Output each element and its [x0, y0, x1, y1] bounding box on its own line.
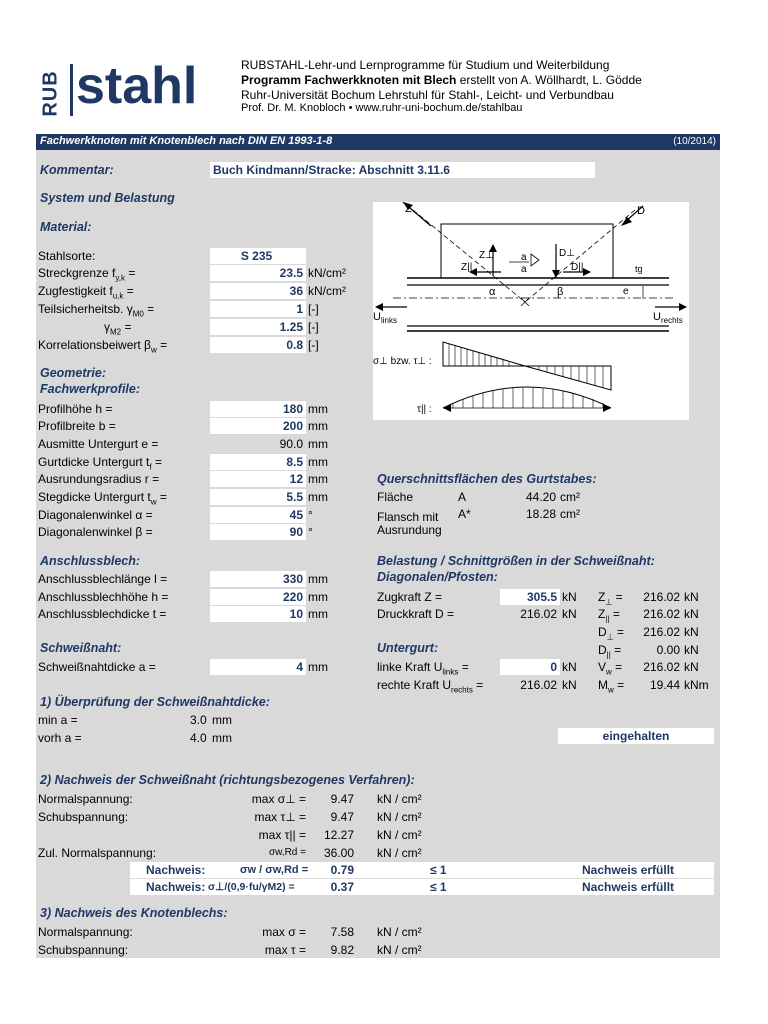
- vorh-a-label: vorh a =: [38, 731, 82, 745]
- ulinks-value: 0: [550, 660, 557, 674]
- weld-a-unit: mm: [308, 660, 328, 674]
- fy-value: 23.5: [279, 266, 303, 280]
- plate-l-value: 330: [282, 572, 303, 586]
- proof1-formula: σw / σw,Rd =: [240, 864, 309, 876]
- alpha-input[interactable]: [210, 507, 306, 523]
- alpha-value: 45: [289, 508, 303, 522]
- plate-h-input[interactable]: [210, 589, 306, 605]
- bw-unit: [-]: [308, 338, 319, 352]
- check3-shear-symbol: max τ =: [264, 943, 306, 957]
- min-a-unit: mm: [212, 713, 232, 727]
- check2-zul-unit: kN / cm²: [377, 846, 422, 860]
- system-diagram: [373, 202, 689, 420]
- flange-label1: Flansch mit: [377, 510, 439, 524]
- fu-input[interactable]: [210, 283, 306, 299]
- b-unit: mm: [308, 419, 328, 433]
- tf-label: Gurtdicke Untergurt $t_f$ =: [38, 455, 162, 472]
- proof2-result: Nachweis erfüllt: [582, 880, 675, 894]
- check2-zul-value: 36.00: [323, 846, 354, 860]
- section-system: System und Belastung: [40, 191, 175, 205]
- z-label: Zugkraft Z =: [377, 590, 443, 604]
- vorh-a-unit: mm: [212, 731, 232, 745]
- title-bar: [36, 134, 720, 150]
- header-line1: RUBSTAHL-Lehr-und Lernprogramme für Studium und Weiterbildung: [241, 58, 610, 72]
- check2-proof2: [130, 879, 714, 895]
- area-symbol: A: [458, 490, 467, 504]
- beta-unit: °: [308, 525, 313, 539]
- min-a-label: min a =: [38, 713, 78, 727]
- check1-result: eingehalten: [558, 728, 714, 744]
- check2-normal-unit: kN / cm²: [377, 792, 422, 806]
- proof2-label: Nachweis:: [146, 880, 206, 894]
- diagram-label-sigma: σ⊥ bzw. τ⊥ :: [373, 356, 432, 367]
- section-plate: Anschlussblech:: [40, 554, 141, 568]
- diagram-label-zperp: Z⊥: [479, 250, 494, 261]
- h-value: 180: [282, 402, 303, 416]
- sheet-title: Fachwerkknoten mit Knotenblech nach DIN EN 1993-1-8: [40, 135, 333, 147]
- bw-input[interactable]: [210, 337, 306, 353]
- vw-label: $V_w$ =: [598, 660, 623, 677]
- plate-t-input[interactable]: [210, 606, 306, 622]
- flange-value: 18.28: [525, 507, 556, 521]
- check2-zul-label: Zul. Normalspannung:: [38, 846, 157, 860]
- plate-h-label: Anschlussblechhöhe h =: [38, 590, 169, 604]
- r-input[interactable]: [210, 471, 306, 487]
- logo-stahl: stahl: [76, 57, 198, 115]
- dperp-label: $D_\perp$ =: [598, 625, 624, 642]
- comment-label: Kommentar:: [40, 163, 114, 177]
- gm2-label: $\gamma_{M2}$ =: [104, 320, 132, 337]
- plate-t-unit: mm: [308, 607, 328, 621]
- r-label: Ausrundungsradius r =: [38, 472, 160, 486]
- h-input[interactable]: [210, 401, 306, 417]
- comment-value: Buch Kindmann/Stracke: Abschnitt 3.11.6: [213, 163, 450, 177]
- check3-normal-unit: kN / cm²: [377, 925, 422, 939]
- proof1-value: 0.79: [330, 863, 354, 877]
- diagram-label-beta: β: [557, 286, 564, 298]
- alpha-label: Diagonalenwinkel α =: [38, 508, 153, 522]
- gm2-input[interactable]: [210, 319, 306, 335]
- header-line3: Ruhr-Universität Bochum Lehrstuhl für Stahl-, Leicht- und Verbundbau: [241, 88, 614, 102]
- plate-h-value: 220: [282, 590, 303, 604]
- b-value: 200: [282, 419, 303, 433]
- fu-value: 36: [289, 284, 303, 298]
- weld-a-label: Schweißnahtdicke a =: [38, 660, 156, 674]
- diagram-label-z: Z: [405, 203, 412, 215]
- bw-value: 0.8: [286, 338, 303, 352]
- section-material: Material:: [40, 220, 92, 234]
- zpar-unit: kN: [684, 607, 699, 621]
- steel-input[interactable]: [210, 248, 306, 264]
- urechts-unit: kN: [562, 678, 577, 692]
- plate-l-unit: mm: [308, 572, 328, 586]
- tf-input[interactable]: [210, 454, 306, 470]
- section-check3: 3) Nachweis des Knotenblechs:: [40, 906, 228, 920]
- check2-shear-symbol: max τ⊥ =: [254, 810, 306, 824]
- logo-rub: RUB: [39, 70, 62, 117]
- fy-label: Streckgrenze $f_{y,k}$ =: [38, 266, 136, 283]
- diagram-label-a1: a: [521, 252, 527, 263]
- e-label: Ausmitte Untergurt e =: [38, 437, 159, 451]
- section-geometry: Geometrie:: [40, 366, 106, 380]
- dperp-value: 216.02: [643, 625, 680, 639]
- section-diag: Diagonalen/Pfosten:: [377, 570, 498, 584]
- tw-input[interactable]: [210, 489, 306, 505]
- check2-zul-symbol: σw,Rd =: [268, 847, 306, 858]
- weld-a-input[interactable]: [210, 659, 306, 675]
- steel-label: Stahlsorte:: [38, 249, 96, 263]
- diagram-label-dperp: D⊥: [559, 248, 575, 259]
- zperp-unit: kN: [684, 590, 699, 604]
- mw-label: $M_w$ =: [598, 678, 625, 695]
- mw-value: 19.44: [649, 678, 680, 692]
- area-label: Fläche: [377, 490, 414, 504]
- dpar-label: $D_{||}$ =: [598, 643, 622, 660]
- tw-label: Stegdicke Untergurt $t_w$ =: [38, 490, 167, 507]
- diagram-label-ulinks: $U_{links}$: [373, 311, 397, 325]
- diagram-label-alpha: α: [489, 286, 496, 298]
- h-label: Profilhöhe h =: [38, 402, 113, 416]
- dpar-value: 0.00: [656, 643, 680, 657]
- proof1-label: Nachweis:: [146, 863, 206, 877]
- tf-value: 8.5: [286, 455, 303, 469]
- e-unit: mm: [308, 437, 328, 451]
- check2-proof1: [130, 862, 714, 878]
- zperp-value: 216.02: [643, 590, 680, 604]
- section-weld: Schweißnaht:: [40, 641, 122, 655]
- check2-normal-symbol: max σ⊥ =: [251, 792, 306, 806]
- fu-label: Zugfestigkeit $f_{u,k}$ =: [38, 284, 134, 301]
- vw-value: 216.02: [643, 660, 680, 674]
- diagram-label-a2: a: [521, 264, 527, 275]
- section-load: Belastung / Schnittgrößen in der Schweißnaht:: [377, 554, 655, 568]
- section-profiles: Fachwerkprofile:: [40, 382, 141, 396]
- diagram-label-e: e: [623, 286, 629, 297]
- alpha-unit: °: [308, 508, 313, 522]
- dperp-unit: kN: [684, 625, 699, 639]
- check3-normal-symbol: max σ =: [262, 925, 306, 939]
- fy-unit: kN/cm²: [308, 266, 346, 280]
- bw-label: Korrelationsbeiwert $\beta_w$ =: [38, 338, 168, 355]
- plate-h-unit: mm: [308, 590, 328, 604]
- section-lower-chord: Untergurt:: [377, 641, 439, 655]
- header-authors: erstellt von A. Wöllhardt, L. Gödde: [456, 73, 642, 87]
- section-check1: 1) Überprüfung der Schweißnahtdicke:: [40, 695, 270, 709]
- gm2-unit: [-]: [308, 320, 319, 334]
- gm0-unit: [-]: [308, 302, 319, 316]
- section-check2: 2) Nachweis der Schweißnaht (richtungsbezogenes Verfahren):: [40, 773, 415, 787]
- d-value: 216.02: [520, 607, 557, 621]
- weld-a-value: 4: [296, 660, 303, 674]
- plate-t-value: 10: [289, 607, 303, 621]
- d-unit: kN: [562, 607, 577, 621]
- diagram-label-tg: tg: [635, 264, 643, 274]
- logo: [38, 57, 233, 122]
- section-cross-section: Querschnittsflächen des Gurtstabes:: [377, 472, 597, 486]
- flange-label2: Ausrundung: [377, 523, 442, 537]
- ulinks-label: linke Kraft $U_{links}$ =: [377, 660, 469, 677]
- diagram-label-tau: τ|| :: [417, 404, 432, 415]
- check2-normal-label: Normalspannung:: [38, 792, 133, 806]
- check3-normal-label: Normalspannung:: [38, 925, 133, 939]
- check2-shear-unit: kN / cm²: [377, 810, 422, 824]
- proof2-value: 0.37: [330, 880, 354, 894]
- urechts-label: rechte Kraft $U_{rechts}$ =: [377, 678, 484, 695]
- area-unit: cm²: [560, 490, 580, 504]
- gm0-value: 1: [296, 302, 303, 316]
- proof1-le: ≤ 1: [430, 863, 447, 877]
- flange-unit: cm²: [560, 507, 580, 521]
- flange-symbol: A*: [458, 507, 471, 521]
- zperp-label: $Z_\perp$ =: [598, 590, 623, 607]
- check2-shear2-symbol: max τ|| =: [258, 828, 306, 842]
- steel-value: S 235: [240, 249, 273, 263]
- plate-t-label: Anschlussblechdicke t =: [38, 607, 167, 621]
- check2-shear2-value: 12.27: [323, 828, 354, 842]
- tf-unit: mm: [308, 455, 328, 469]
- proof2-formula: σ⊥/(0,9·fu/γM2) =: [208, 881, 295, 893]
- d-label: Druckkraft D =: [377, 607, 455, 621]
- beta-label: Diagonalenwinkel β =: [38, 525, 153, 539]
- zpar-label: $Z_{||}$ =: [598, 607, 620, 624]
- diagram-label-urechts: $U_{rechts}$: [653, 311, 683, 325]
- check2-shear2-unit: kN / cm²: [377, 828, 422, 842]
- tw-value: 5.5: [286, 490, 303, 504]
- area-value: 44.20: [525, 490, 556, 504]
- gm2-value: 1.25: [279, 320, 303, 334]
- tw-unit: mm: [308, 490, 328, 504]
- diagram-label-dpar: D||: [571, 262, 584, 273]
- ulinks-input[interactable]: [500, 659, 560, 675]
- gm0-input[interactable]: [210, 301, 306, 317]
- proof2-le: ≤ 1: [430, 880, 447, 894]
- min-a-value: 3.0: [190, 713, 207, 727]
- comment-field[interactable]: [210, 162, 595, 178]
- z-unit: kN: [562, 590, 577, 604]
- diagram-label-zpar: Z||: [461, 262, 473, 273]
- proof1-result: Nachweis erfüllt: [582, 863, 675, 877]
- check2-shear-label: Schubspannung:: [38, 810, 129, 824]
- b-input[interactable]: [210, 418, 306, 434]
- e-value: 90.0: [279, 437, 303, 451]
- urechts-value: 216.02: [520, 678, 557, 692]
- vw-unit: kN: [684, 660, 699, 674]
- vorh-a-value: 4.0: [190, 731, 207, 745]
- ulinks-unit: kN: [562, 660, 577, 674]
- check3-shear-value: 9.82: [330, 943, 354, 957]
- z-input[interactable]: [500, 589, 560, 605]
- dpar-unit: kN: [684, 643, 699, 657]
- logo-divider: [70, 64, 73, 116]
- beta-input[interactable]: [210, 524, 306, 540]
- mw-unit: kNm: [684, 678, 709, 692]
- gm0-label: Teilsicherheitsb. $\gamma_{M0}$ =: [38, 302, 155, 319]
- sheet-date: (10/2014): [673, 136, 716, 147]
- header-line4: Prof. Dr. M. Knobloch • www.ruhr-uni-bochum.de/stahlbau: [241, 102, 523, 114]
- check3-normal-value: 7.58: [330, 925, 354, 939]
- beta-value: 90: [289, 525, 303, 539]
- z-value: 305.5: [526, 590, 557, 604]
- b-label: Profilbreite b =: [38, 419, 116, 433]
- h-unit: mm: [308, 402, 328, 416]
- check2-normal-value: 9.47: [330, 792, 354, 806]
- zpar-value: 216.02: [643, 607, 680, 621]
- plate-l-label: Anschlussblechlänge l =: [38, 572, 168, 586]
- r-value: 12: [289, 472, 303, 486]
- check3-shear-label: Schubspannung:: [38, 943, 129, 957]
- plate-l-input[interactable]: [210, 571, 306, 587]
- fy-input[interactable]: [210, 265, 306, 281]
- diagram-label-d: D: [637, 205, 645, 217]
- fu-unit: kN/cm²: [308, 284, 346, 298]
- check2-shear-value: 9.47: [330, 810, 354, 824]
- check3-shear-unit: kN / cm²: [377, 943, 422, 957]
- r-unit: mm: [308, 472, 328, 486]
- header-program-name: Programm Fachwerkknoten mit Blech: [241, 73, 457, 87]
- header-line2: [241, 73, 642, 87]
